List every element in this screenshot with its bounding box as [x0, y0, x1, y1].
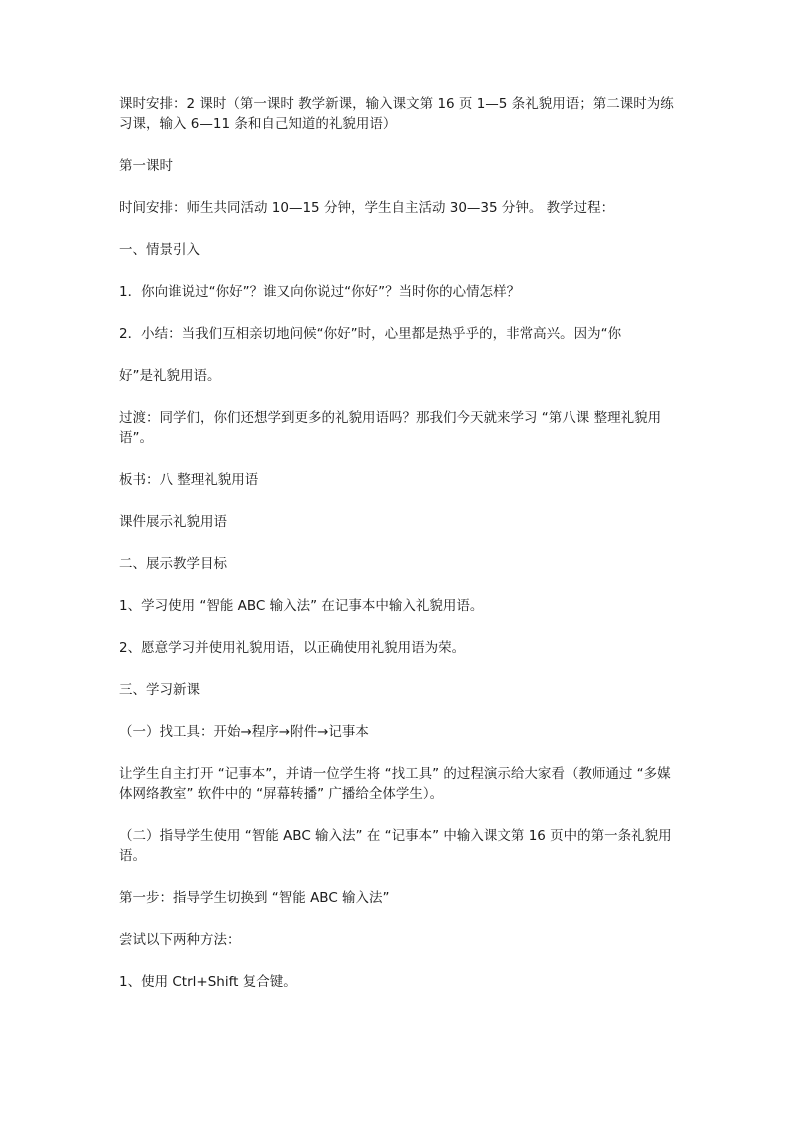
paragraph-step-1: 第一步：指导学生切换到 “智能 ABC 输入法” — [119, 890, 390, 906]
paragraph-board: 板书：八 整理礼貌用语 — [119, 472, 259, 488]
paragraph-schedule: 课时安排：2 课时（第一课时 教学新课，输入课文第 16 页 1—5 条礼貌用语；第二课时为练习课，输入 6—11 条和自己知道的礼貌用语） — [119, 96, 674, 132]
heading-goals: 二、展示教学目标 — [119, 556, 227, 572]
paragraph-goal-2: 2、愿意学习并使用礼貌用语，以正确使用礼貌用语为荣。 — [119, 640, 466, 656]
heading-intro: 一、情景引入 — [119, 242, 200, 258]
paragraph-courseware: 课件展示礼貌用语 — [119, 514, 227, 530]
paragraph-first-lesson: 第一课时 — [119, 158, 173, 174]
paragraph-time: 时间安排：师生共同活动 10—15 分钟，学生自主活动 30—35 分钟。 教学过程： — [119, 200, 615, 216]
paragraph-summary-cont: 好”是礼貌用语。 — [119, 368, 221, 384]
paragraph-open-notepad: 让学生自主打开 “记事本”，并请一位学生将 “找工具” 的过程演示给大家看（教师通过 “多媒体网络教室” 软件中的 “屏幕转播” 广播给全体学生）。 — [119, 766, 671, 802]
paragraph-find-tool: （一）找工具：开始→程序→附件→记事本 — [119, 724, 369, 740]
paragraph-question: 1．你向谁说过“你好”？谁又向你说过“你好”？当时你的心情怎样？ — [119, 284, 521, 300]
paragraph-transition: 过渡：同学们，你们还想学到更多的礼貌用语吗？那我们今天就来学习 “第八课 整理礼貌用语”。 — [119, 410, 662, 446]
paragraph-try-methods: 尝试以下两种方法： — [119, 932, 241, 948]
document-body — [119, 94, 679, 1014]
paragraph-method-1: 1、使用 Ctrl+Shift 复合键。 — [119, 974, 297, 990]
paragraph-summary: 2．小结：当我们互相亲切地问候“你好”时，心里都是热乎乎的，非常高兴。因为“你 — [119, 326, 622, 342]
heading-new-lesson: 三、学习新课 — [119, 682, 200, 698]
paragraph-guide-input: （二）指导学生使用 “智能 ABC 输入法” 在 “记事本” 中输入课文第 16 页中的第一条礼貌用语。 — [119, 828, 672, 864]
paragraph-goal-1: 1、学习使用 “智能 ABC 输入法” 在记事本中输入礼貌用语。 — [119, 598, 484, 614]
